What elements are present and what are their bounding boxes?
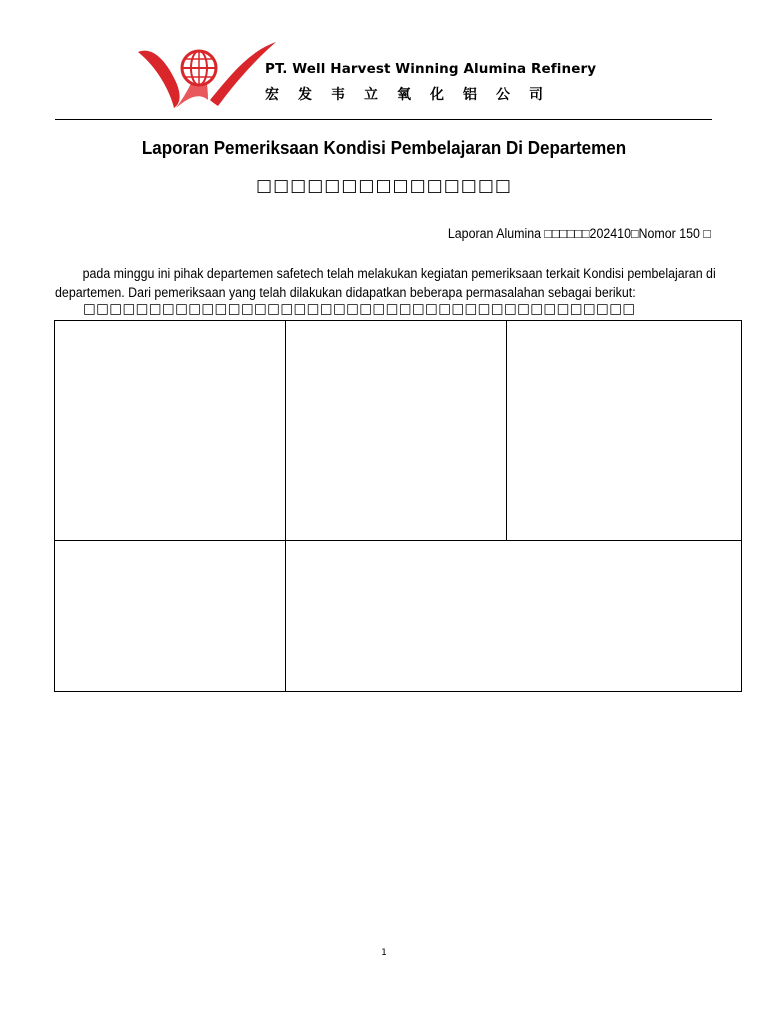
company-name-en: PT. Well Harvest Winning Alumina Refinery — [265, 61, 597, 77]
photo-cell — [55, 541, 286, 692]
logo-mark-icon — [136, 38, 278, 110]
photo-cell — [55, 321, 286, 541]
body-paragraph-cn: □□□□□□□□□□□□□□□□□□□□□□□□□□□□□□□□□□□□□□□□□□ — [83, 301, 636, 317]
report-reference: Laporan Alumina □□□□□□202410□Nomor 150 □ — [447, 226, 711, 241]
notes-cell — [286, 541, 742, 692]
document-title-cn: □□□□□□□□□□□□□□□ — [256, 176, 512, 196]
body-paragraph — [55, 264, 717, 302]
company-logo — [136, 38, 278, 110]
body-paragraph-text: pada minggu ini pihak departemen safetech telah melakukan kegiatan pemeriksaan terkait Kondisi pembelajaran di departemen. Dari pemeriksaan yang telah dilakukan didapatkan beberapa permasalahan sebagai berikut: — [55, 266, 716, 300]
page-number: 1 — [381, 948, 387, 958]
header-divider — [55, 119, 712, 120]
photo-cell — [286, 321, 507, 541]
photo-cell — [507, 321, 742, 541]
document-title: Laporan Pemeriksaan Kondisi Pembelajaran Di Departemen — [141, 137, 627, 158]
photo-table — [54, 320, 742, 692]
company-name-cn: 宏发韦立氧化铝公司 — [265, 87, 562, 103]
